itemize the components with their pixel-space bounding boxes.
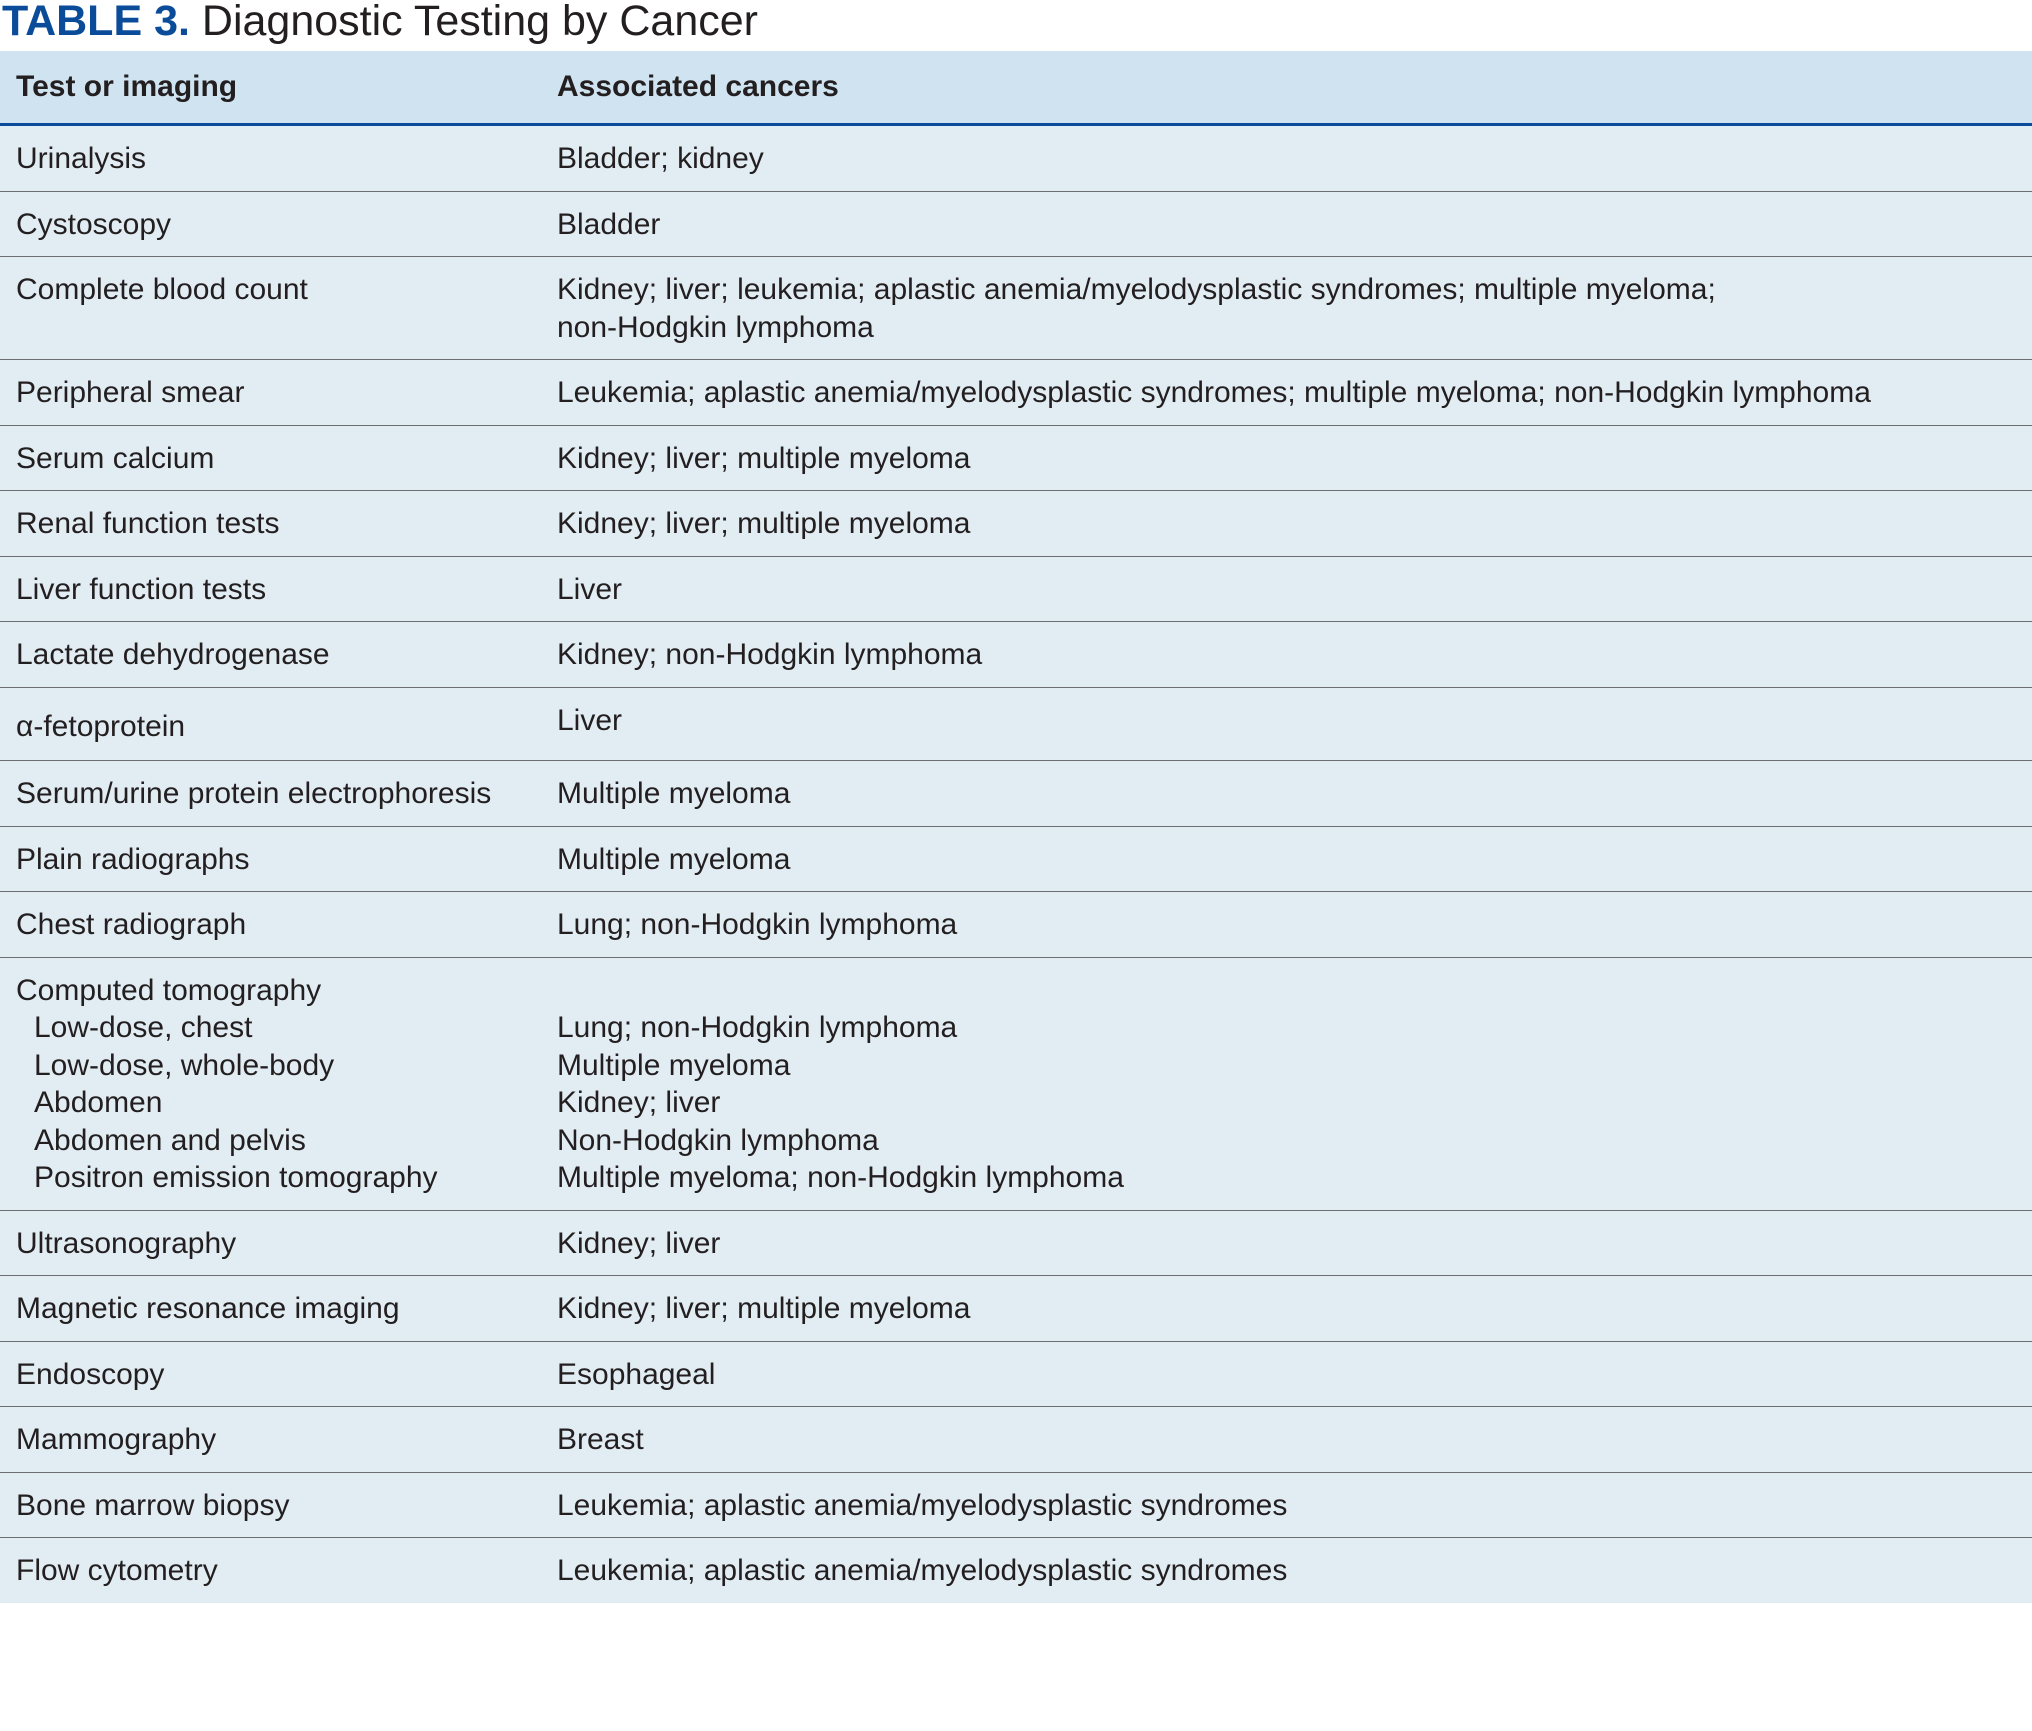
- cancers-cell: Multiple myeloma: [541, 761, 2032, 827]
- cancers-cell: Kidney; liver: [541, 1210, 2032, 1276]
- table-row: [0, 1341, 2032, 1407]
- table-row: [0, 491, 2032, 557]
- cancers-cell: Leukemia; aplastic anemia/myelodysplastic syndromes; multiple myeloma; non-Hodgkin lymphoma: [541, 360, 2032, 426]
- table-row: [0, 687, 2032, 761]
- test-cell: Plain radiographs: [0, 826, 541, 892]
- test-cell: [0, 957, 541, 1210]
- table-row: [0, 360, 2032, 426]
- cancers-line: Kidney; liver: [557, 1086, 721, 1119]
- cancers-cell: Bladder; kidney: [541, 125, 2032, 192]
- cancers-cell: Kidney; liver; multiple myeloma: [541, 425, 2032, 491]
- cancers-line: Multiple myeloma; non-Hodgkin lymphoma: [557, 1161, 1124, 1194]
- table-row: [0, 425, 2032, 491]
- table-row: [0, 1407, 2032, 1473]
- subtest-label: Low-dose, chest: [34, 1011, 253, 1044]
- table-row: [0, 556, 2032, 622]
- table-row: [0, 125, 2032, 192]
- test-cell: Liver function tests: [0, 556, 541, 622]
- test-cell: Flow cytometry: [16, 1554, 218, 1587]
- test-cell: α-fetoprotein: [0, 687, 541, 761]
- header-associated-cancers: Associated cancers: [541, 51, 2032, 125]
- cancers-line: non-Hodgkin lymphoma: [557, 310, 874, 344]
- cancers-cell: Liver: [541, 687, 2032, 761]
- cancers-cell: Bladder: [541, 191, 2032, 257]
- table-row: [0, 892, 2032, 958]
- diagnostic-testing-table: [0, 51, 2032, 1603]
- table-row: [0, 826, 2032, 892]
- cancers-cell: Kidney; liver; multiple myeloma: [541, 491, 2032, 557]
- table-row: [0, 1472, 2032, 1538]
- test-cell: Peripheral smear: [0, 360, 541, 426]
- cancers-cell: Kidney; non-Hodgkin lymphoma: [541, 622, 2032, 688]
- test-cell: Lactate dehydrogenase: [0, 622, 541, 688]
- test-cell: Bone marrow biopsy: [0, 1472, 541, 1538]
- test-cell: Endoscopy: [0, 1341, 541, 1407]
- test-cell: Serum calcium: [0, 425, 541, 491]
- table-title-text: Diagnostic Testing by Cancer: [201, 0, 758, 45]
- table-row: [0, 622, 2032, 688]
- table-title: [0, 0, 2032, 51]
- cancers-line-spacer: [557, 972, 2026, 1010]
- cancers-cell: Esophageal: [541, 1341, 2032, 1407]
- cancers-cell: Multiple myeloma: [541, 826, 2032, 892]
- cancers-cell: [541, 957, 2032, 1210]
- cancers-cell: Lung; non-Hodgkin lymphoma: [541, 892, 2032, 958]
- cancers-line: Multiple myeloma: [557, 1048, 791, 1082]
- cancers-line: Non-Hodgkin lymphoma: [557, 1123, 879, 1157]
- test-cell: Ultrasonography: [0, 1210, 541, 1276]
- test-cell: Magnetic resonance imaging: [0, 1276, 541, 1342]
- cancers-line: Lung; non-Hodgkin lymphoma: [557, 1011, 958, 1044]
- table-row: [0, 1538, 2032, 1603]
- test-cell: Chest radiograph: [0, 892, 541, 958]
- test-group-label: Computed tomography: [16, 973, 322, 1007]
- table-row: [0, 761, 2032, 827]
- cancers-cell: Breast: [541, 1407, 2032, 1473]
- test-cell: Cystoscopy: [0, 191, 541, 257]
- subtest-label: Positron emission tomography: [34, 1161, 438, 1194]
- table-row: [0, 957, 2032, 1210]
- table-header-row: [0, 51, 2032, 125]
- test-cell: Complete blood count: [0, 257, 541, 360]
- subtest-label: Abdomen and pelvis: [34, 1123, 306, 1157]
- table-number: TABLE 3.: [2, 0, 190, 45]
- cancers-line: Kidney; liver; leukemia; aplastic anemia/myelodysplastic syndromes; multiple myeloma;: [557, 273, 1716, 306]
- subtest-label: Low-dose, whole-body: [34, 1048, 335, 1082]
- cancers-cell: Liver: [541, 556, 2032, 622]
- cancers-cell: Leukemia; aplastic anemia/myelodysplastic syndromes: [557, 1554, 1288, 1587]
- test-cell: Urinalysis: [0, 125, 541, 192]
- test-cell: Mammography: [0, 1407, 541, 1473]
- table-row: [0, 191, 2032, 257]
- cancers-cell: Leukemia; aplastic anemia/myelodysplastic syndromes: [541, 1472, 2032, 1538]
- table-row: [0, 1210, 2032, 1276]
- header-test-or-imaging: Test or imaging: [0, 51, 541, 125]
- table-body: [0, 125, 2032, 1603]
- cancers-cell: Kidney; liver; multiple myeloma: [541, 1276, 2032, 1342]
- cancers-cell: [541, 257, 2032, 360]
- test-cell: Renal function tests: [0, 491, 541, 557]
- table-row: [0, 257, 2032, 360]
- test-cell: Serum/urine protein electrophoresis: [0, 761, 541, 827]
- table-row: [0, 1276, 2032, 1342]
- subtest-label: Abdomen: [34, 1086, 163, 1119]
